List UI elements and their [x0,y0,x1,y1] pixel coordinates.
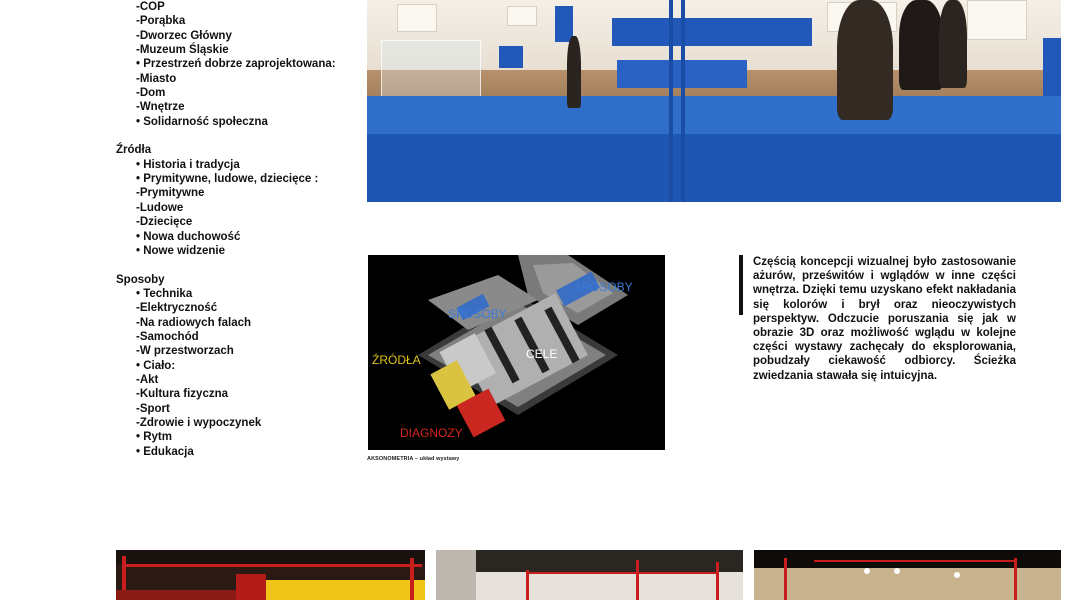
outline-item: -Dziecięce [136,216,193,229]
outline-item: • Ciało: [136,359,176,372]
visitor [939,0,967,88]
blue-platform-front [367,134,1061,202]
outline-item: -Wnętrze [136,101,185,114]
outline-item: -Sport [136,402,170,415]
exhibition-photo-bottom-1 [116,550,425,600]
outline-item: -Kultura fizyczna [136,388,229,401]
outline-item: -Samochód [136,330,199,343]
sculpture [837,0,893,120]
outline-item: -Dworzec Główny [136,29,232,42]
wall-panel [507,6,537,26]
outline-item: • Solidarność społeczna [136,115,268,128]
quote-bar [739,255,743,315]
outline-item: -Dom [136,87,166,100]
display-plinth [612,18,812,46]
outline-item: -Zdrowie i wypoczynek [136,416,262,429]
outline-item: -Na radiowych falach [136,316,252,329]
sculpture [567,36,581,108]
exhibition-photo-bottom-3 [754,550,1061,600]
outline-item: -W przestworzach [136,345,234,358]
outline-item: • Edukacja [136,445,194,458]
outline-item: -Muzeum Śląskie [136,44,229,57]
wall-panel [397,4,437,32]
outline-item: -Ludowe [136,201,184,214]
label-diagnozy: DIAGNOZY [400,426,463,440]
exhibition-outline [116,0,356,459]
outline-item: • Nowa duchowość [136,230,241,243]
outline-item: • Prymitywne, ludowe, dziecięce : [136,173,319,186]
visitor [899,0,943,90]
label-sposoby-top: SPOSOBY [574,280,633,294]
outline-gap [116,129,356,143]
blue-platform-top [367,96,1061,134]
outline-item: • Technika [136,287,193,300]
glass-vitrine [381,40,481,102]
label-zrodla: ŹRÓDŁA [372,353,421,367]
outline-item: -COP [136,1,165,13]
exhibition-photo-bottom-2 [436,550,743,600]
axonometry-diagram [368,255,665,450]
outline-item: -Porąbka [136,15,186,28]
outline-item: -Prymitywne [136,187,205,200]
outline-gap [116,258,356,272]
label-cele: CELE [526,347,558,361]
wall-panel [967,0,1027,40]
label-sposoby-mid: SPOSOBY [448,307,507,321]
quote-paragraph: Częścią koncepcji wizualnej było zastosowanie ażurów, prześwitów i wglądów w inne części wnętrza. Dzięki temu uzyskano efekt nakładania się kolorów i brył oraz nieoczywistych perspektyw. Odczucie poruszania się jak w obrazie 3D oraz możliwość wglądu w kolejne części wystawy zachęcały do eksplorowania, pobudzały ciekawość odbiorcy. Ścieżka zwiedzania stawała się intuicyjna. [753,256,1016,382]
display-plinth [499,46,523,68]
blue-pole [681,0,685,202]
outline-item: -Akt [136,373,159,386]
outline-item: • Przestrzeń dobrze zaprojektowana: [136,58,336,71]
outline-item: • Historia i tradycja [136,158,240,171]
outline-heading: Sposoby [116,273,165,286]
blue-pole [669,0,673,202]
exhibition-photo-top [367,0,1061,202]
outline-heading: Źródła [116,144,152,157]
axonometry-caption: AKSONOMETRIA – układ wystawy [367,456,460,462]
outline-item: -Elektryczność [136,302,218,315]
outline-item: • Rytm [136,431,172,444]
outline-item: -Miasto [136,72,177,85]
outline-item: • Nowe widzenie [136,244,226,257]
